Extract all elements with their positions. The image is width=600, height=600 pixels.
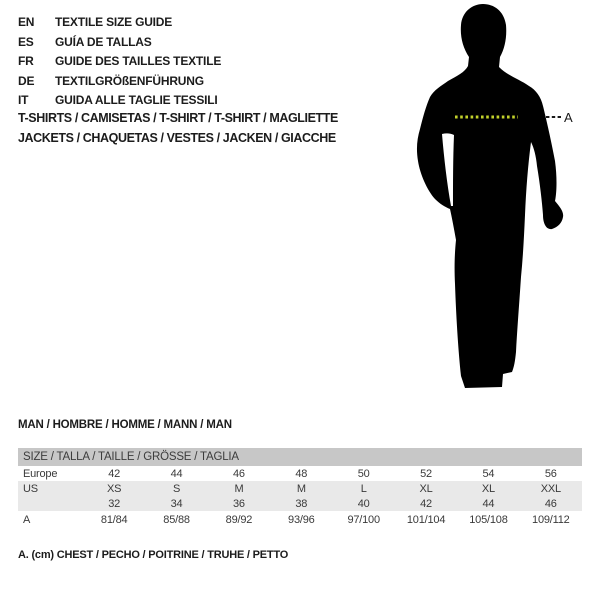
category-tshirts: T-SHIRTS / CAMISETAS / T-SHIRT / T-SHIRT / MAGLIETTE xyxy=(18,111,338,125)
language-label: TEXTILE SIZE GUIDE xyxy=(55,15,173,29)
table-row-us xyxy=(18,481,582,496)
language-row-fr xyxy=(18,52,221,72)
man-silhouette xyxy=(417,4,563,388)
man-silhouette-figure xyxy=(415,0,575,400)
table-cell: 48 xyxy=(295,467,308,480)
language-code: IT xyxy=(18,93,29,107)
size-table xyxy=(18,448,582,528)
measurement-label-a: A xyxy=(564,110,573,125)
language-code: DE xyxy=(18,73,35,88)
language-list xyxy=(18,13,221,111)
man-figure xyxy=(415,0,575,400)
language-label: TEXTILGRÖßENFÜHRUNG xyxy=(55,73,204,88)
table-cell: 97/100 xyxy=(347,513,380,526)
language-code: FR xyxy=(18,54,34,68)
table-cell: 40 xyxy=(357,497,370,510)
table-cell: 46 xyxy=(544,497,557,510)
language-label: GUÍA DE TALLAS xyxy=(55,34,152,49)
table-cell: L xyxy=(360,482,367,495)
table-cell: XS xyxy=(107,482,122,495)
language-code: EN xyxy=(18,15,35,29)
table-cell: S xyxy=(172,482,181,495)
table-cell: 56 xyxy=(544,467,557,480)
table-cell: M xyxy=(296,482,306,495)
size-table-header: SIZE / TALLA / TAILLE / GRÖSSE / TAGLIA xyxy=(18,448,582,466)
table-cell: XXL xyxy=(540,482,561,495)
table-cell: 93/96 xyxy=(288,513,315,526)
table-cell: 101/104 xyxy=(406,513,446,526)
table-cell: 50 xyxy=(357,467,370,480)
table-cell: 81/84 xyxy=(100,513,128,526)
garment-categories xyxy=(18,109,338,148)
table-cell: XL xyxy=(481,482,495,495)
table-cell: 54 xyxy=(482,467,495,480)
table-cell: XL xyxy=(419,482,433,495)
row-label: Europe xyxy=(23,467,58,480)
table-cell: M xyxy=(234,482,244,495)
table-cell: 32 xyxy=(108,497,121,510)
language-row-de xyxy=(18,72,221,92)
language-row-en xyxy=(18,13,221,33)
language-row-es xyxy=(18,33,221,53)
row-label: US xyxy=(23,482,38,495)
language-label: GUIDE DES TAILLES TEXTILE xyxy=(55,54,222,68)
section-title-man: MAN / HOMBRE / HOMME / MANN / MAN xyxy=(18,419,232,431)
table-cell: 46 xyxy=(233,467,245,480)
table-cell: 42 xyxy=(420,497,432,510)
table-cell: 36 xyxy=(233,497,245,510)
table-cell: 85/88 xyxy=(163,513,190,526)
language-row-it xyxy=(18,91,221,111)
table-cell: 44 xyxy=(170,467,183,480)
table-cell: 34 xyxy=(170,497,183,510)
language-label: GUIDA ALLE TAGLIE TESSILI xyxy=(55,93,218,107)
table-cell: 52 xyxy=(420,467,432,480)
category-jackets: JACKETS / CHAQUETAS / VESTES / JACKEN / GIACCHE xyxy=(18,130,336,145)
measurement-footnote: A. (cm) CHEST / PECHO / POITRINE / TRUHE / PETTO xyxy=(18,549,289,561)
table-cell: 105/108 xyxy=(469,513,508,526)
table-row-us-numeric xyxy=(18,496,582,511)
table-row-europe xyxy=(18,466,582,481)
table-cell: 38 xyxy=(295,497,308,510)
language-code: ES xyxy=(18,34,34,49)
row-label: A xyxy=(23,513,31,526)
table-cell: 42 xyxy=(108,467,121,480)
table-cell: 109/112 xyxy=(532,513,570,526)
table-row-chest xyxy=(18,511,582,528)
table-cell: 44 xyxy=(482,497,495,510)
table-cell: 89/92 xyxy=(225,513,253,526)
